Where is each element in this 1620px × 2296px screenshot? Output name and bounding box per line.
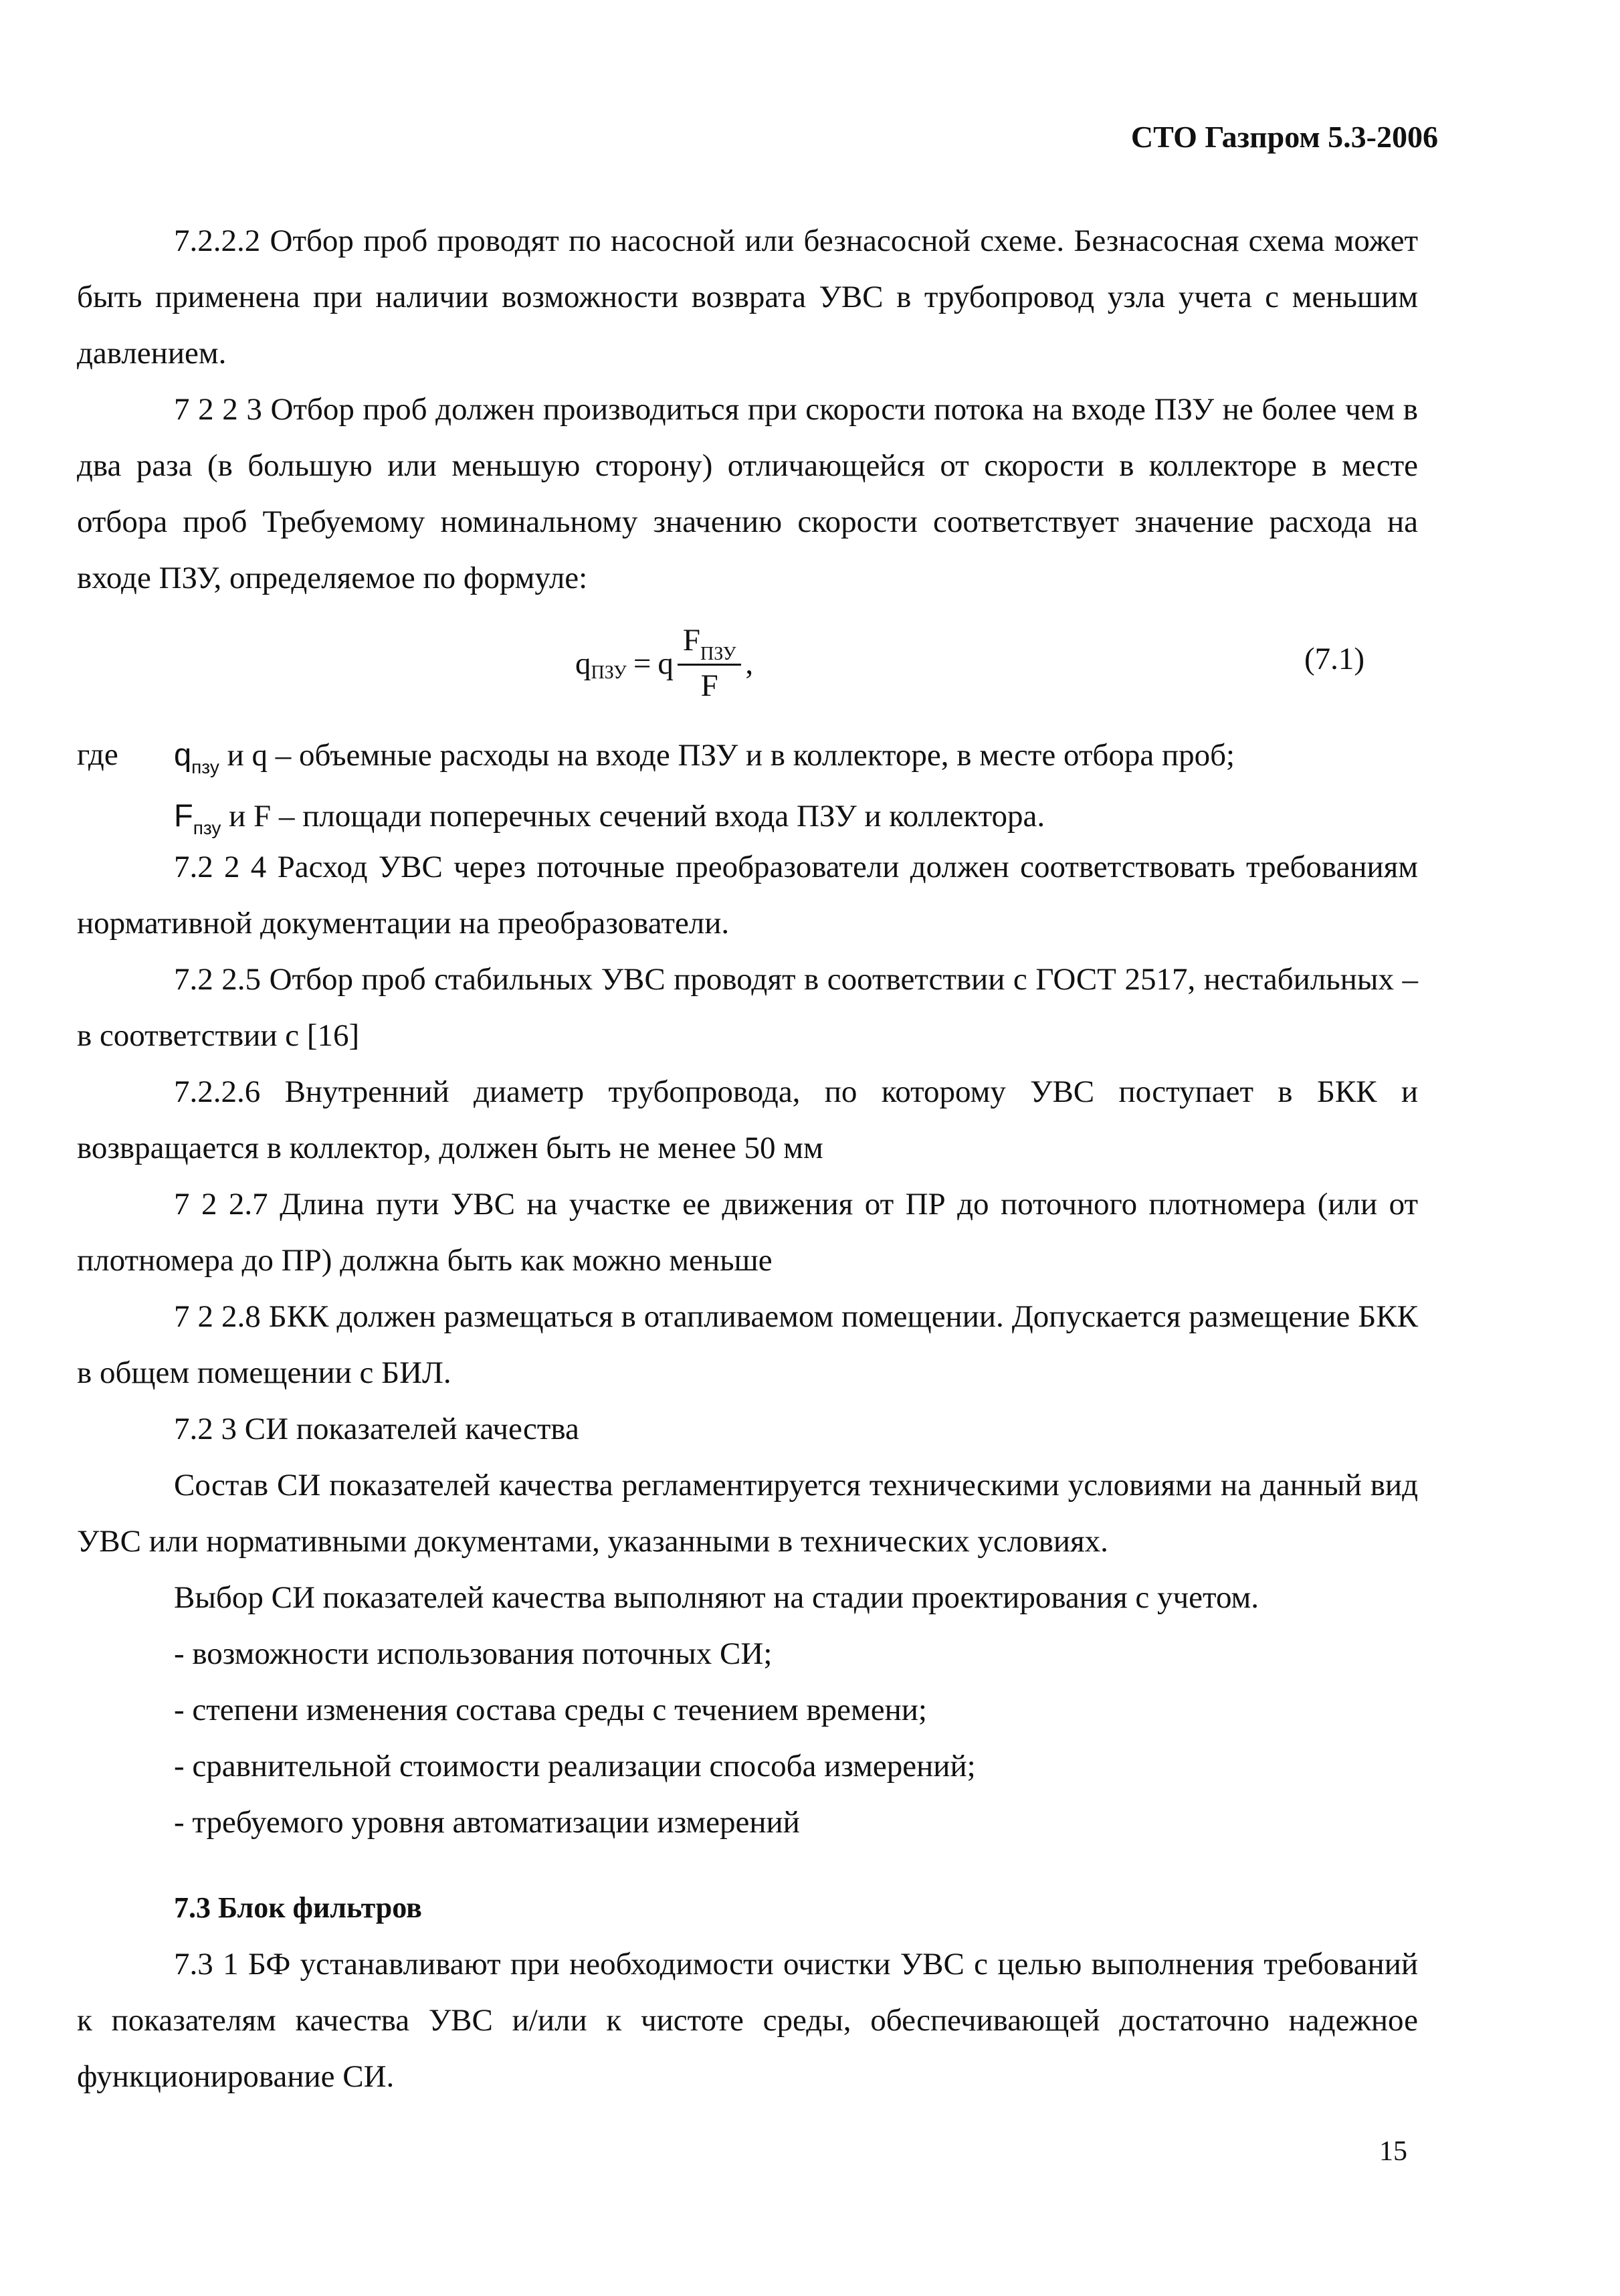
formula-legend: [77, 727, 1418, 848]
formula-trailing-comma: ,: [745, 646, 754, 681]
paragraph-7-2-2-5: 7.2 2.5 Отбор проб стабильных УВС проводят в соответствии с ГОСТ 2517, нестабильных – в соответствии с [16]: [77, 962, 1418, 1053]
formula-7-1: [575, 617, 753, 710]
section-7-3-block: [77, 1880, 1418, 2105]
paragraph-7-2-2-6: 7.2.2.6 Внутренний диаметр трубопровода, по которому УВС поступает в БКК и возвращается в коллектор, должен быть не менее 50 мм: [77, 1074, 1418, 1165]
formula-numerator-symbol: F: [682, 623, 701, 658]
formula-coefficient: q: [657, 646, 674, 681]
legend-symbol-q-subscript: пзу: [191, 757, 219, 777]
top-text-block: [77, 213, 1418, 606]
formula-denominator: F: [700, 668, 718, 703]
subsection-7-2-3: 7.2 3 СИ показателей качества: [174, 1412, 579, 1446]
paragraph-7-2-2-3: 7 2 2 3 Отбор проб должен производиться при скорости потока на входе ПЗУ не более чем в два раза (в большую или меньшую сторону) отличающейся от скорости в коллекторе в месте отбора проб Требуемому номинальному значению скорости соответствует значение расхода на входе ПЗУ, определяемое по формуле:: [77, 392, 1418, 595]
paragraph-7-2-2-7: 7 2 2.7 Длина пути УВС на участке ее движения от ПР до поточного плотномера (или от плотномера до ПР) должна быть как можно меньше: [77, 1187, 1418, 1278]
list-item: - требуемого уровня автоматизации измерений: [174, 1805, 800, 1840]
legend-symbol-f-subscript: пзу: [193, 818, 221, 838]
list-item: - степени изменения состава среды с течением времени;: [174, 1693, 927, 1727]
formula-number: (7.1): [1304, 642, 1365, 676]
document-header: СТО Газпром 5.3-2006: [1130, 120, 1438, 154]
paragraph-7-3-1: 7.3 1 БФ устанавливают при необходимости очистки УВС с целью выполнения требований к показателям качества УВС и/или к чистоте среды, обеспечивающей достаточно надежное функционирование СИ.: [77, 1947, 1418, 2094]
formula-numerator: [678, 621, 742, 666]
paragraph-7-2-2-8: 7 2 2.8 БКК должен размещаться в отапливаемом помещении. Допускается размещение БКК в общем помещении с БИЛ.: [77, 1299, 1418, 1390]
legend-description-q: и q – объемные расходы на входе ПЗУ и в коллекторе, в месте отбора проб;: [219, 738, 1235, 773]
legend-symbol-f: [174, 797, 221, 838]
middle-text-block: [77, 839, 1418, 1850]
legend-description-f: и F – площади поперечных сечений входа ПЗУ и коллектора.: [221, 799, 1045, 834]
section-title-7-3: 7.3 Блок фильтров: [174, 1891, 422, 1924]
legend-symbol-q-letter: q: [174, 737, 192, 772]
paragraph-7-2-2-4: 7.2 2 4 Расход УВС через поточные преобразователи должен соответствовать требованиям нормативной документации на преобразователи.: [77, 850, 1418, 941]
formula-fraction: [678, 621, 742, 706]
list-item: - возможности использования поточных СИ;: [174, 1636, 773, 1671]
legend-text-q: [174, 727, 1418, 787]
formula-lhs-subscript: ПЗУ: [591, 662, 627, 683]
paragraph-si-selection: Выбор СИ показателей качества выполняют на стадии проектирования с учетом.: [174, 1580, 1259, 1615]
paragraph-si-composition: Состав СИ показателей качества регламентируется техническими условиями на данный вид УВС или нормативными документами, указанными в технических условиях.: [77, 1468, 1418, 1559]
legend-symbol-q: [174, 737, 219, 777]
legend-label-where: где: [77, 737, 118, 772]
legend-row-q: [77, 727, 1418, 787]
paragraph-7-2-2-2: 7.2.2.2 Отбор проб проводят по насосной или безнасосной схеме. Безнасосная схема может быть применена при наличии возможности возврата УВС в трубопровод узла учета с меньшим давлением.: [77, 223, 1418, 371]
list-item: - сравнительной стоимости реализации способа измерений;: [174, 1749, 976, 1784]
formula-lhs: q: [575, 646, 591, 681]
legend-symbol-f-letter: F: [174, 797, 193, 833]
formula-numerator-subscript: ПЗУ: [700, 644, 736, 664]
formula-equals: =: [633, 646, 651, 681]
page-number: 15: [1379, 2136, 1407, 2167]
